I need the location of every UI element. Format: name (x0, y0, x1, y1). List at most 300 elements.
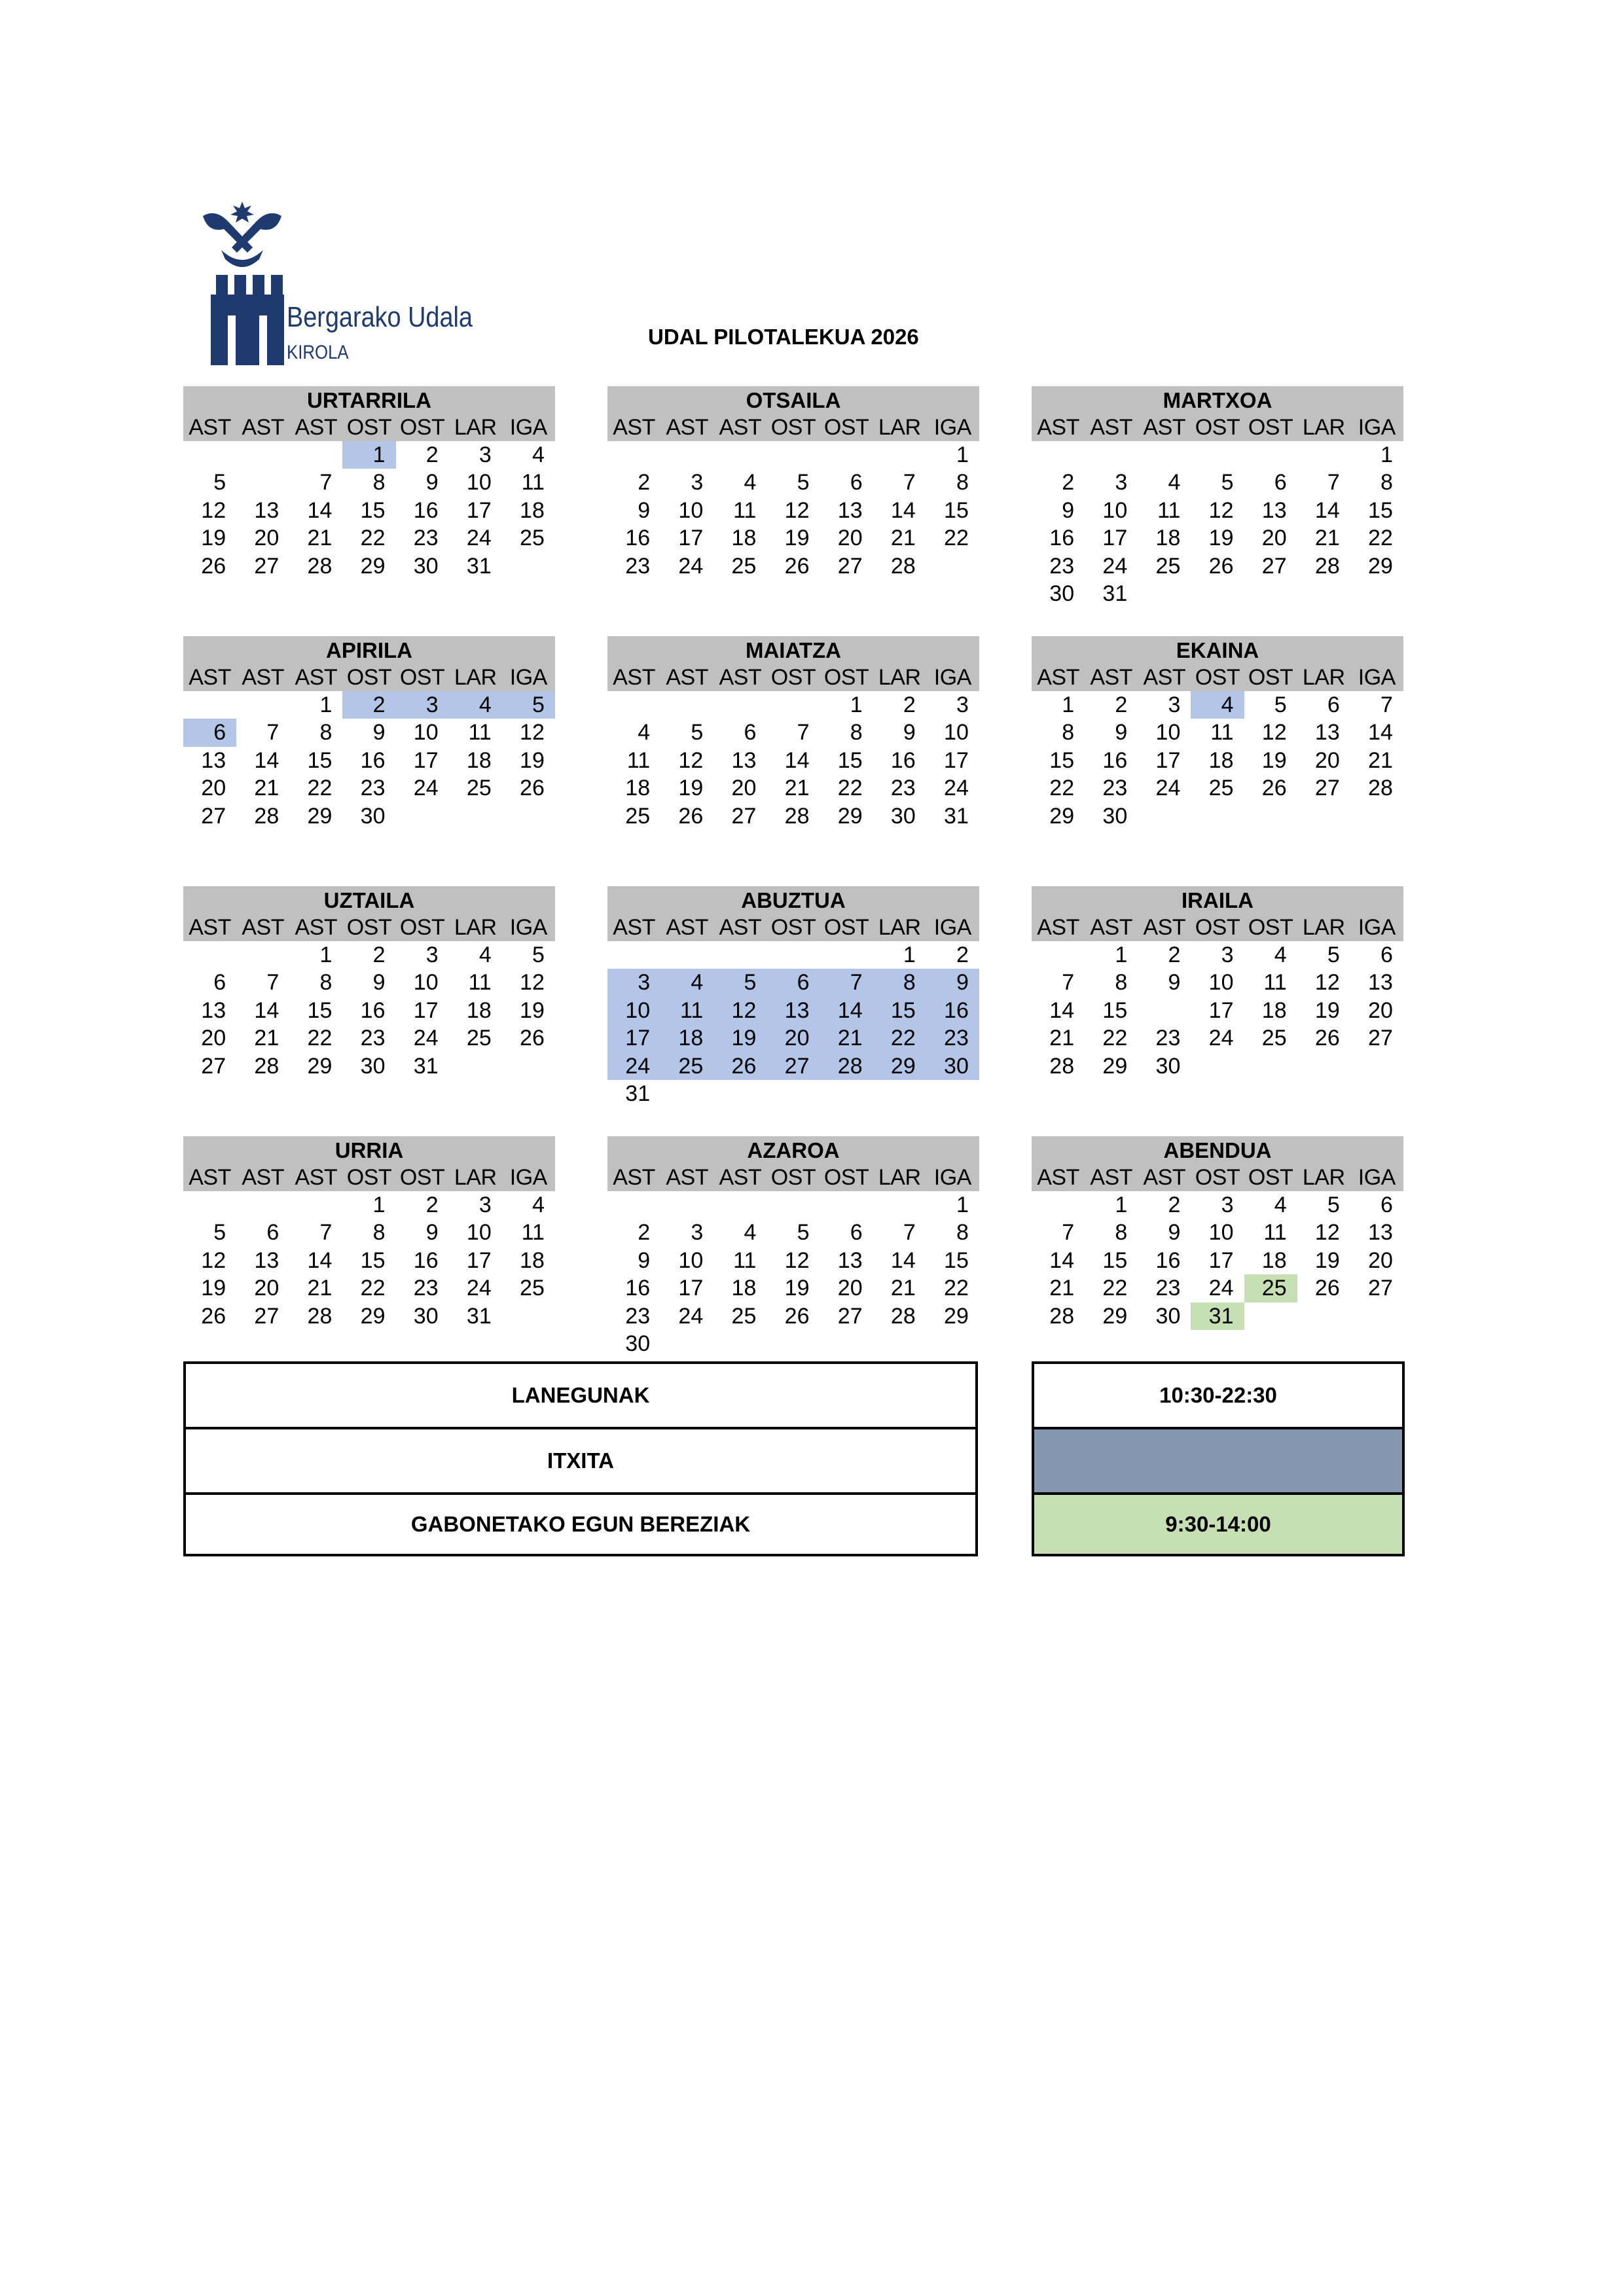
weekday-header: LAR (878, 915, 921, 940)
day-cell: 19 (784, 526, 810, 551)
week-row (607, 774, 979, 802)
day-cell: 15 (360, 497, 386, 523)
day-cell: 6 (767, 969, 820, 996)
day-cell: 3 (1221, 1193, 1234, 1217)
day-cell: 13 (201, 747, 226, 773)
month-abendua (1032, 1136, 1403, 1330)
week-row (183, 691, 555, 719)
weekday-header: AST (666, 415, 708, 440)
day-cell: 2 (903, 692, 916, 717)
day-cell: 7 (903, 470, 916, 495)
day-cell: 18 (1155, 526, 1181, 551)
week-row (607, 941, 979, 969)
day-cell: 14 (1314, 497, 1340, 523)
day-cell: 4 (744, 1220, 757, 1246)
day-cell: 18 (520, 497, 545, 523)
day-cell (607, 1191, 660, 1219)
weekday-header: LAR (878, 665, 921, 690)
weekday-header: LAR (1302, 415, 1345, 440)
day-cell: 12 (713, 997, 767, 1024)
day-cell: 29 (307, 803, 333, 829)
day-cell: 14 (307, 1247, 333, 1273)
day-cell: 7 (797, 720, 810, 745)
day-cell: 20 (1368, 1247, 1393, 1273)
day-cell: 13 (1368, 1220, 1393, 1246)
week-row (183, 1024, 555, 1052)
day-cell: 3 (1168, 692, 1181, 717)
day-cell (767, 691, 820, 719)
day-cell: 9 (903, 720, 916, 745)
day-cell: 6 (266, 1220, 280, 1246)
day-cell: 1 (1380, 442, 1393, 467)
day-cell: 3 (425, 942, 439, 967)
weekday-header: OST (770, 1165, 816, 1190)
day-cell (1138, 580, 1191, 607)
week-row (183, 552, 555, 580)
weekday-header: AST (719, 915, 762, 940)
day-cell: 7 (1062, 970, 1075, 996)
legend-closed-swatch (1034, 1429, 1402, 1495)
day-cell: 1 (956, 442, 969, 467)
week-row (607, 1219, 979, 1246)
week-row (607, 802, 979, 830)
day-cell: 20 (837, 526, 863, 551)
weekday-header: OST (1248, 665, 1293, 690)
day-cell: 6 (183, 719, 236, 746)
day-cell: 24 (1102, 553, 1128, 579)
month-name: URTARRILA (183, 386, 555, 414)
weekday-header: IGA (933, 415, 971, 440)
day-cell (1297, 802, 1350, 830)
day-cell: 3 (607, 969, 660, 996)
day-cell: 25 (1155, 553, 1181, 579)
day-cell: 1 (1115, 942, 1128, 967)
weekday-header-row (1032, 1164, 1403, 1191)
day-cell: 1 (319, 692, 333, 717)
day-cell: 7 (319, 1220, 333, 1246)
weekday-header: AST (613, 415, 655, 440)
weekday-header: LAR (1302, 665, 1345, 690)
day-cell (1350, 802, 1403, 830)
weekday-header: OST (346, 665, 392, 690)
day-cell: 30 (1155, 1053, 1181, 1079)
day-cell: 8 (873, 969, 926, 996)
weekday-header: LAR (878, 415, 921, 440)
day-cell: 28 (820, 1052, 873, 1080)
day-cell: 9 (638, 1247, 651, 1273)
day-cell (713, 1191, 767, 1219)
day-cell: 14 (890, 1247, 916, 1273)
weekday-header-row (183, 414, 555, 441)
day-cell: 8 (1115, 1220, 1128, 1246)
weekday-header: IGA (933, 1165, 971, 1190)
day-cell: 15 (307, 747, 333, 773)
weekday-header-row (1032, 414, 1403, 441)
day-cell: 15 (1049, 747, 1075, 773)
day-cell: 7 (820, 969, 873, 996)
day-cell: 27 (1261, 553, 1287, 579)
month-name: OTSAILA (607, 386, 979, 414)
weekday-header: LAR (878, 1165, 921, 1190)
day-cell: 6 (850, 470, 863, 495)
weekday-header-row (607, 1164, 979, 1191)
day-cell: 16 (413, 1247, 439, 1273)
week-row (183, 441, 555, 469)
day-cell: 13 (1368, 970, 1393, 996)
weekday-header-row (1032, 664, 1403, 691)
day-cell: 3 (478, 442, 492, 467)
day-cell: 26 (1208, 553, 1234, 579)
day-cell: 27 (767, 1052, 820, 1080)
day-cell (660, 691, 713, 719)
day-cell: 25 (1208, 776, 1234, 801)
weekday-header-row (1032, 914, 1403, 941)
day-cell: 29 (1368, 553, 1393, 579)
day-cell: 9 (425, 1220, 439, 1246)
day-cell: 4 (1274, 1193, 1287, 1217)
week-row (607, 497, 979, 524)
legend-values (1032, 1361, 1405, 1556)
week-row (607, 1274, 979, 1302)
weekday-header: OST (1248, 1165, 1293, 1190)
month-name: APIRILA (183, 636, 555, 664)
day-cell: 18 (1261, 1247, 1287, 1273)
day-cell: 2 (425, 1193, 439, 1217)
week-row (1032, 997, 1403, 1024)
weekday-header: OST (823, 915, 869, 940)
weekday-header: OST (770, 915, 816, 940)
day-cell (236, 469, 289, 496)
day-cell: 22 (1368, 526, 1393, 551)
weekday-header: AST (189, 415, 231, 440)
day-cell: 14 (254, 747, 280, 773)
day-cell (713, 1330, 767, 1357)
day-cell: 9 (926, 969, 979, 996)
day-cell: 26 (1261, 776, 1287, 801)
day-cell (183, 441, 236, 469)
day-cell: 23 (926, 1024, 979, 1052)
day-cell (873, 1330, 926, 1357)
week-row (1032, 969, 1403, 996)
day-cell: 16 (625, 1276, 651, 1301)
day-cell: 26 (1314, 1026, 1340, 1051)
day-cell: 6 (1327, 692, 1340, 717)
week-row (183, 469, 555, 496)
weekday-header: AST (1037, 915, 1079, 940)
day-cell: 3 (956, 692, 969, 717)
day-cell (767, 1191, 820, 1219)
weekday-header-row (607, 664, 979, 691)
day-cell (502, 1302, 555, 1330)
day-cell: 12 (1261, 720, 1287, 745)
week-row (1032, 1024, 1403, 1052)
day-cell: 10 (413, 720, 439, 745)
day-cell: 15 (944, 1247, 969, 1273)
day-cell: 16 (1049, 526, 1075, 551)
day-cell: 10 (466, 470, 492, 495)
day-cell: 5 (797, 470, 810, 495)
day-cell (660, 441, 713, 469)
weekday-header: OST (1195, 415, 1240, 440)
day-cell: 7 (319, 470, 333, 495)
weekday-header: LAR (454, 1165, 497, 1190)
day-cell: 17 (413, 747, 439, 773)
day-cell (1085, 441, 1138, 469)
day-cell: 24 (1208, 1026, 1234, 1051)
week-row (607, 997, 979, 1024)
day-cell (183, 941, 236, 969)
day-cell (607, 691, 660, 719)
day-cell: 30 (890, 803, 916, 829)
weekday-header: OST (346, 915, 392, 940)
month-name: AZAROA (607, 1136, 979, 1164)
day-cell: 6 (213, 970, 226, 996)
day-cell: 26 (201, 1303, 226, 1329)
day-cell: 26 (520, 776, 545, 801)
day-cell: 11 (733, 497, 757, 523)
weekday-header: AST (1143, 915, 1186, 940)
day-cell: 4 (744, 470, 757, 495)
day-cell: 24 (1208, 1276, 1234, 1301)
week-row (607, 969, 979, 996)
weekday-header: OST (1248, 415, 1293, 440)
day-cell: 15 (1368, 497, 1393, 523)
day-cell: 13 (201, 997, 226, 1023)
day-cell: 13 (837, 1247, 863, 1273)
weekday-header: AST (666, 665, 708, 690)
day-cell: 16 (926, 997, 979, 1024)
day-cell (1244, 441, 1297, 469)
day-cell: 3 (1221, 942, 1234, 967)
day-cell: 19 (201, 1276, 226, 1301)
day-cell: 8 (372, 470, 386, 495)
week-row (1032, 580, 1403, 607)
day-cell: 11 (733, 1247, 757, 1273)
day-cell: 3 (478, 1193, 492, 1217)
week-row (1032, 719, 1403, 746)
day-cell: 18 (466, 747, 492, 773)
day-cell: 1 (372, 1193, 386, 1217)
day-cell (1138, 441, 1191, 469)
day-cell: 23 (413, 526, 439, 551)
month-name: UZTAILA (183, 886, 555, 914)
weekday-header: AST (1090, 1165, 1132, 1190)
day-cell: 20 (731, 776, 757, 801)
day-cell: 10 (678, 497, 704, 523)
weekday-header: OST (1195, 1165, 1240, 1190)
day-cell: 15 (1102, 997, 1128, 1023)
day-cell: 20 (201, 1026, 226, 1051)
week-row (1032, 774, 1403, 802)
day-cell (396, 802, 449, 830)
month-uztaila (183, 886, 555, 1080)
day-cell: 17 (413, 997, 439, 1023)
day-cell: 4 (478, 942, 492, 967)
day-cell: 25 (660, 1052, 713, 1080)
day-cell: 25 (731, 1303, 757, 1329)
day-cell: 24 (413, 1026, 439, 1051)
day-cell: 16 (890, 747, 916, 773)
day-cell: 25 (731, 553, 757, 579)
day-cell (926, 1080, 979, 1107)
day-cell: 23 (1049, 553, 1075, 579)
day-cell: 7 (903, 1220, 916, 1246)
month-martxoa (1032, 386, 1403, 607)
day-cell: 17 (678, 526, 704, 551)
day-cell: 25 (520, 526, 545, 551)
day-cell (713, 441, 767, 469)
day-cell: 11 (521, 470, 545, 495)
day-cell: 18 (1261, 997, 1287, 1023)
weekday-header: IGA (933, 665, 971, 690)
day-cell: 13 (837, 497, 863, 523)
day-cell: 8 (956, 1220, 969, 1246)
day-cell: 5 (691, 720, 704, 745)
day-cell: 30 (360, 1053, 386, 1079)
day-cell: 14 (1368, 720, 1393, 745)
day-cell (1297, 1052, 1350, 1080)
legend-closed-label: ITXITA (186, 1429, 975, 1495)
day-cell: 20 (254, 1276, 280, 1301)
day-cell: 14 (1049, 997, 1075, 1023)
day-cell: 29 (944, 1303, 969, 1329)
week-row (1032, 941, 1403, 969)
day-cell: 14 (1049, 1247, 1075, 1273)
day-cell (767, 1080, 820, 1107)
weekday-header: AST (295, 415, 338, 440)
day-cell: 17 (1102, 526, 1128, 551)
week-row (1032, 441, 1403, 469)
day-cell: 17 (607, 1024, 660, 1052)
day-cell (449, 1052, 502, 1080)
day-cell: 5 (1221, 470, 1234, 495)
day-cell: 28 (307, 553, 333, 579)
day-cell (713, 691, 767, 719)
day-cell: 27 (254, 1303, 280, 1329)
weekday-header: OST (770, 415, 816, 440)
day-cell: 15 (307, 997, 333, 1023)
weekday-header: AST (719, 665, 762, 690)
day-cell: 12 (1314, 1220, 1340, 1246)
day-cell: 4 (1191, 691, 1244, 719)
day-cell: 16 (1155, 1247, 1181, 1273)
day-cell: 10 (607, 997, 660, 1024)
day-cell: 28 (890, 1303, 916, 1329)
day-cell: 5 (502, 691, 555, 719)
day-cell: 21 (890, 1276, 916, 1301)
day-cell (607, 441, 660, 469)
day-cell: 20 (201, 776, 226, 801)
month-name: MAIATZA (607, 636, 979, 664)
day-cell: 25 (1261, 1026, 1287, 1051)
day-cell: 2 (1115, 692, 1128, 717)
day-cell: 3 (1115, 470, 1128, 495)
day-cell: 7 (1062, 1220, 1075, 1246)
day-cell: 22 (1102, 1026, 1128, 1051)
day-cell: 22 (360, 1276, 386, 1301)
day-cell: 24 (466, 1276, 492, 1301)
day-cell (1032, 941, 1085, 969)
day-cell (607, 941, 660, 969)
day-cell: 18 (731, 1276, 757, 1301)
day-cell (236, 691, 289, 719)
month-name: ABENDUA (1032, 1136, 1403, 1164)
day-cell: 29 (1102, 1303, 1128, 1329)
day-cell: 4 (1168, 470, 1181, 495)
week-row (183, 1052, 555, 1080)
day-cell: 5 (1327, 1193, 1340, 1217)
day-cell: 31 (1102, 581, 1128, 606)
day-cell: 27 (1314, 776, 1340, 801)
day-cell: 15 (944, 497, 969, 523)
week-row (607, 1080, 979, 1107)
week-row (607, 1330, 979, 1357)
day-cell: 28 (254, 803, 280, 829)
month-urtarrila (183, 386, 555, 580)
day-cell (289, 441, 342, 469)
month-maiatza (607, 636, 979, 830)
day-cell: 11 (1157, 497, 1181, 523)
day-cell: 24 (607, 1052, 660, 1080)
weekday-header: LAR (1302, 1165, 1345, 1190)
day-cell: 1 (319, 942, 333, 967)
week-row (607, 1302, 979, 1330)
day-cell (1191, 1052, 1244, 1080)
day-cell: 11 (660, 997, 713, 1024)
day-cell (1297, 441, 1350, 469)
day-cell: 18 (660, 1024, 713, 1052)
day-cell (820, 1191, 873, 1219)
month-name: EKAINA (1032, 636, 1403, 664)
day-cell: 22 (837, 776, 863, 801)
day-cell: 31 (466, 1303, 492, 1329)
day-cell: 28 (1049, 1303, 1075, 1329)
day-cell: 17 (466, 497, 492, 523)
day-cell: 17 (1155, 747, 1181, 773)
day-cell: 18 (1208, 747, 1234, 773)
day-cell: 18 (520, 1247, 545, 1273)
day-cell: 26 (520, 1026, 545, 1051)
week-row (183, 1191, 555, 1219)
day-cell: 25 (466, 1026, 492, 1051)
day-cell: 5 (713, 969, 767, 996)
day-cell: 1 (1062, 692, 1075, 717)
day-cell: 10 (678, 1247, 704, 1273)
day-cell (1191, 802, 1244, 830)
day-cell: 5 (213, 1220, 226, 1246)
week-row (1032, 802, 1403, 830)
week-row (1032, 1274, 1403, 1302)
day-cell (1244, 802, 1297, 830)
day-cell: 24 (944, 776, 969, 801)
day-cell: 19 (784, 1276, 810, 1301)
day-cell: 17 (466, 1247, 492, 1273)
weekday-header: AST (1090, 415, 1132, 440)
weekday-header: OST (1195, 915, 1240, 940)
day-cell (1244, 1302, 1297, 1330)
weekday-header: OST (399, 1165, 445, 1190)
day-cell: 30 (1102, 803, 1128, 829)
day-cell: 5 (1274, 692, 1287, 717)
week-row (183, 1219, 555, 1246)
weekday-header: IGA (509, 415, 547, 440)
month-iraila (1032, 886, 1403, 1080)
weekday-header: IGA (1358, 1165, 1396, 1190)
weekday-header: LAR (454, 415, 497, 440)
day-cell: 30 (926, 1052, 979, 1080)
weekday-header: AST (1037, 1165, 1079, 1190)
week-row (183, 1302, 555, 1330)
